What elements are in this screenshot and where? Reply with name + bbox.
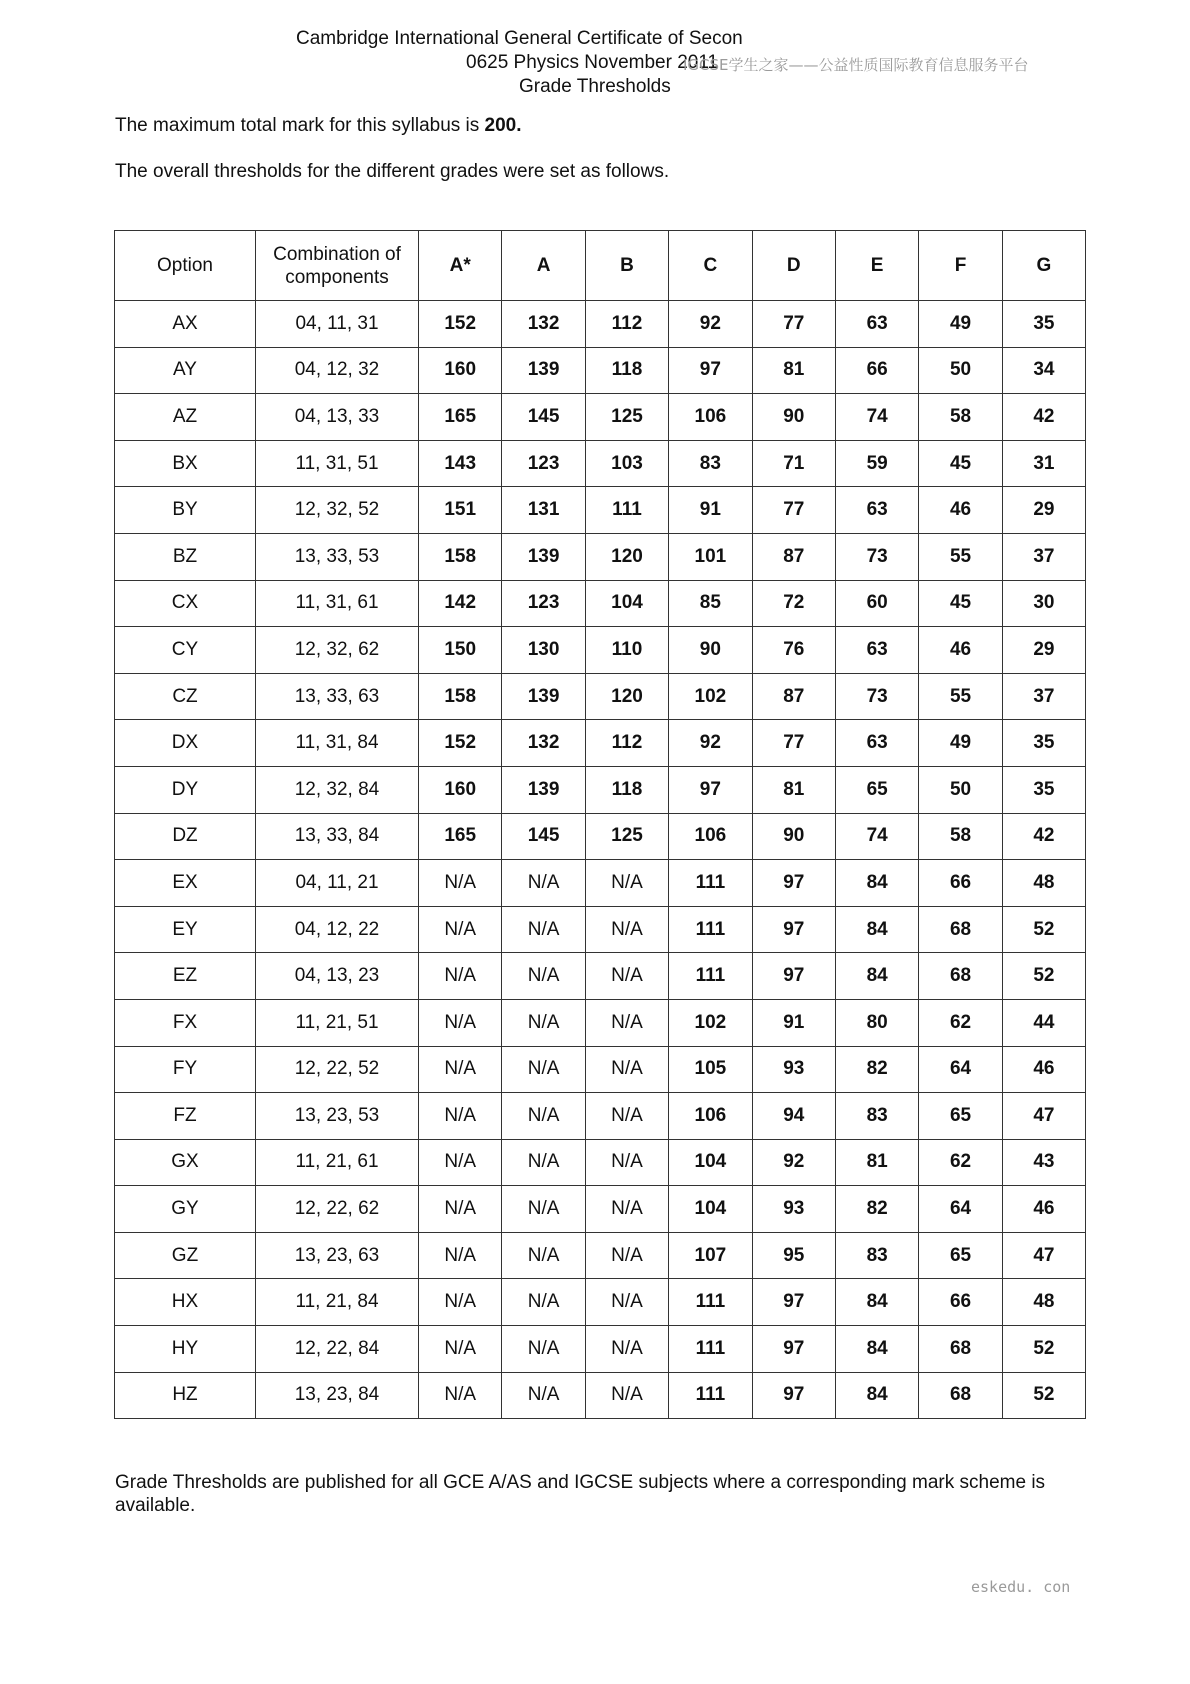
grade-threshold-cell: 106: [669, 394, 752, 441]
grade-threshold-cell: N/A: [502, 1046, 585, 1093]
grade-threshold-cell: 44: [1002, 999, 1085, 1046]
grade-threshold-cell: 35: [1002, 766, 1085, 813]
grade-threshold-cell: 111: [669, 1279, 752, 1326]
grade-threshold-cell: 152: [419, 720, 502, 767]
grade-threshold-cell: 97: [752, 1372, 835, 1419]
grade-threshold-cell: 90: [752, 394, 835, 441]
grade-threshold-cell: 83: [835, 1093, 918, 1140]
grade-threshold-cell: 111: [669, 953, 752, 1000]
combination-cell: 04, 11, 31: [256, 301, 419, 348]
table-row: [115, 487, 1086, 534]
grade-threshold-cell: 68: [919, 906, 1002, 953]
grade-threshold-cell: 111: [669, 1326, 752, 1373]
grade-threshold-cell: N/A: [502, 1279, 585, 1326]
grade-threshold-cell: 35: [1002, 720, 1085, 767]
grade-threshold-cell: 104: [669, 1186, 752, 1233]
grade-threshold-cell: 91: [752, 999, 835, 1046]
grade-threshold-cell: 158: [419, 673, 502, 720]
grade-threshold-cell: N/A: [585, 953, 668, 1000]
grade-threshold-cell: 160: [419, 766, 502, 813]
table-row: [115, 1093, 1086, 1140]
grade-threshold-cell: N/A: [585, 1232, 668, 1279]
grade-threshold-cell: 112: [585, 301, 668, 348]
grade-threshold-cell: 120: [585, 673, 668, 720]
max-mark-statement: [115, 114, 522, 138]
grade-threshold-cell: 47: [1002, 1232, 1085, 1279]
grade-threshold-cell: 72: [752, 580, 835, 627]
grade-threshold-cell: 58: [919, 813, 1002, 860]
grade-threshold-cell: 73: [835, 673, 918, 720]
grade-threshold-cell: 107: [669, 1232, 752, 1279]
grade-threshold-cell: N/A: [502, 860, 585, 907]
grade-threshold-cell: 66: [919, 1279, 1002, 1326]
grade-threshold-cell: 94: [752, 1093, 835, 1140]
grade-threshold-cell: 73: [835, 533, 918, 580]
max-mark-text: The maximum total mark for this syllabus is: [115, 115, 485, 136]
grade-threshold-cell: 92: [752, 1139, 835, 1186]
grade-threshold-cell: 111: [669, 906, 752, 953]
grade-threshold-cell: 81: [752, 766, 835, 813]
grade-threshold-cell: 84: [835, 906, 918, 953]
grade-threshold-cell: 139: [502, 347, 585, 394]
table-row: [115, 1186, 1086, 1233]
grade-threshold-cell: 52: [1002, 953, 1085, 1000]
header-grade: C: [669, 231, 752, 301]
grade-threshold-cell: 35: [1002, 301, 1085, 348]
grade-threshold-cell: 160: [419, 347, 502, 394]
header-grade: A: [502, 231, 585, 301]
option-cell: AY: [115, 347, 256, 394]
grade-threshold-cell: 76: [752, 627, 835, 674]
grade-threshold-cell: 165: [419, 813, 502, 860]
grade-threshold-cell: 145: [502, 813, 585, 860]
table-row: [115, 673, 1086, 720]
combination-cell: 13, 33, 53: [256, 533, 419, 580]
table-row: [115, 999, 1086, 1046]
grade-threshold-cell: 80: [835, 999, 918, 1046]
grade-threshold-cell: N/A: [419, 1093, 502, 1140]
grade-threshold-cell: 111: [669, 860, 752, 907]
grade-threshold-cell: N/A: [502, 1326, 585, 1373]
grade-thresholds-table: [114, 230, 1086, 1419]
grade-threshold-cell: 87: [752, 533, 835, 580]
grade-threshold-cell: 97: [752, 1279, 835, 1326]
grade-threshold-cell: 77: [752, 487, 835, 534]
header-option: Option: [115, 231, 256, 301]
header-subtitle: Grade Thresholds: [519, 76, 671, 97]
grade-threshold-cell: N/A: [502, 1186, 585, 1233]
grade-threshold-cell: 45: [919, 440, 1002, 487]
table-row: [115, 1232, 1086, 1279]
combination-cell: 13, 33, 63: [256, 673, 419, 720]
grade-threshold-cell: N/A: [419, 906, 502, 953]
option-cell: GX: [115, 1139, 256, 1186]
table-row: [115, 1372, 1086, 1419]
table-row: [115, 394, 1086, 441]
grade-threshold-cell: 83: [835, 1232, 918, 1279]
grade-threshold-cell: 130: [502, 627, 585, 674]
grade-threshold-cell: 64: [919, 1186, 1002, 1233]
grade-threshold-cell: N/A: [502, 906, 585, 953]
watermark-top: IGCSE学生之家——公益性质国际教育信息服务平台: [683, 56, 1029, 74]
grade-threshold-cell: 37: [1002, 533, 1085, 580]
grade-threshold-cell: 152: [419, 301, 502, 348]
grade-threshold-cell: 106: [669, 813, 752, 860]
grade-threshold-cell: 142: [419, 580, 502, 627]
grade-threshold-cell: 82: [835, 1046, 918, 1093]
header-combination: Combination of components: [256, 231, 419, 301]
combination-cell: 11, 31, 51: [256, 440, 419, 487]
grade-threshold-cell: N/A: [585, 999, 668, 1046]
grade-threshold-cell: 63: [835, 301, 918, 348]
grade-threshold-cell: 84: [835, 860, 918, 907]
grade-threshold-cell: 81: [752, 347, 835, 394]
option-cell: GY: [115, 1186, 256, 1233]
grade-threshold-cell: 52: [1002, 1326, 1085, 1373]
grade-threshold-cell: 97: [669, 766, 752, 813]
table-row: [115, 627, 1086, 674]
header-grade: B: [585, 231, 668, 301]
grade-threshold-cell: N/A: [502, 1093, 585, 1140]
grade-threshold-cell: 37: [1002, 673, 1085, 720]
option-cell: HY: [115, 1326, 256, 1373]
grade-threshold-cell: N/A: [419, 1372, 502, 1419]
grade-threshold-cell: N/A: [502, 953, 585, 1000]
option-cell: BZ: [115, 533, 256, 580]
grade-threshold-cell: 43: [1002, 1139, 1085, 1186]
option-cell: FZ: [115, 1093, 256, 1140]
grade-threshold-cell: 92: [669, 720, 752, 767]
grade-threshold-cell: 46: [919, 627, 1002, 674]
grade-threshold-cell: 92: [669, 301, 752, 348]
grade-threshold-cell: 95: [752, 1232, 835, 1279]
table-row: [115, 1046, 1086, 1093]
grade-threshold-cell: 123: [502, 580, 585, 627]
grade-threshold-cell: 91: [669, 487, 752, 534]
combination-cell: 11, 31, 84: [256, 720, 419, 767]
grade-threshold-cell: 65: [919, 1093, 1002, 1140]
grade-threshold-cell: 139: [502, 673, 585, 720]
option-cell: BY: [115, 487, 256, 534]
grade-threshold-cell: 82: [835, 1186, 918, 1233]
combination-cell: 12, 22, 84: [256, 1326, 419, 1373]
grade-threshold-cell: 106: [669, 1093, 752, 1140]
grade-threshold-cell: 81: [835, 1139, 918, 1186]
header-grade: D: [752, 231, 835, 301]
table-row: [115, 1326, 1086, 1373]
grade-threshold-cell: N/A: [419, 1232, 502, 1279]
grade-threshold-cell: N/A: [585, 1372, 668, 1419]
grade-threshold-cell: 65: [919, 1232, 1002, 1279]
option-cell: EX: [115, 860, 256, 907]
grade-threshold-cell: 131: [502, 487, 585, 534]
option-cell: FY: [115, 1046, 256, 1093]
grade-threshold-cell: 111: [669, 1372, 752, 1419]
grade-threshold-cell: 151: [419, 487, 502, 534]
grade-threshold-cell: 104: [669, 1139, 752, 1186]
combination-cell: 04, 12, 32: [256, 347, 419, 394]
grade-threshold-cell: 45: [919, 580, 1002, 627]
grade-threshold-cell: 125: [585, 813, 668, 860]
grade-threshold-cell: N/A: [419, 1186, 502, 1233]
combination-cell: 12, 32, 52: [256, 487, 419, 534]
combination-cell: 12, 32, 62: [256, 627, 419, 674]
grade-threshold-cell: 123: [502, 440, 585, 487]
grade-threshold-cell: 77: [752, 720, 835, 767]
grade-threshold-cell: 62: [919, 999, 1002, 1046]
grade-threshold-cell: 84: [835, 1279, 918, 1326]
grade-threshold-cell: 84: [835, 1372, 918, 1419]
grade-threshold-cell: 93: [752, 1186, 835, 1233]
grade-threshold-cell: N/A: [502, 1139, 585, 1186]
grade-threshold-cell: 63: [835, 720, 918, 767]
grade-threshold-cell: 111: [585, 487, 668, 534]
option-cell: BX: [115, 440, 256, 487]
grade-threshold-cell: 120: [585, 533, 668, 580]
grade-threshold-cell: 104: [585, 580, 668, 627]
combination-cell: 13, 23, 63: [256, 1232, 419, 1279]
table-row: [115, 347, 1086, 394]
header-grade: E: [835, 231, 918, 301]
grade-threshold-cell: 29: [1002, 627, 1085, 674]
grade-threshold-cell: N/A: [585, 1093, 668, 1140]
grade-threshold-cell: N/A: [419, 1046, 502, 1093]
option-cell: GZ: [115, 1232, 256, 1279]
grade-threshold-cell: 145: [502, 394, 585, 441]
option-cell: AX: [115, 301, 256, 348]
grade-threshold-cell: N/A: [585, 906, 668, 953]
grade-threshold-cell: 46: [919, 487, 1002, 534]
table-row: [115, 720, 1086, 767]
overall-thresholds-statement: The overall thresholds for the different grades were set as follows.: [115, 161, 670, 182]
grade-threshold-cell: 143: [419, 440, 502, 487]
grade-threshold-cell: 97: [752, 860, 835, 907]
combination-cell: 11, 21, 84: [256, 1279, 419, 1326]
grade-threshold-cell: N/A: [502, 1372, 585, 1419]
combination-cell: 13, 23, 84: [256, 1372, 419, 1419]
grade-threshold-cell: 64: [919, 1046, 1002, 1093]
table-row: [115, 301, 1086, 348]
grade-threshold-cell: 110: [585, 627, 668, 674]
grade-threshold-cell: 77: [752, 301, 835, 348]
grade-threshold-cell: 97: [752, 906, 835, 953]
grade-threshold-cell: N/A: [419, 860, 502, 907]
grade-threshold-cell: 52: [1002, 1372, 1085, 1419]
table-body: [115, 301, 1086, 1419]
grade-threshold-cell: 74: [835, 394, 918, 441]
option-cell: EY: [115, 906, 256, 953]
grade-threshold-cell: 112: [585, 720, 668, 767]
combination-cell: 12, 22, 52: [256, 1046, 419, 1093]
grade-threshold-cell: 31: [1002, 440, 1085, 487]
grade-threshold-cell: 59: [835, 440, 918, 487]
table-header-row: [115, 231, 1086, 301]
grade-threshold-cell: 30: [1002, 580, 1085, 627]
combination-cell: 04, 11, 21: [256, 860, 419, 907]
grade-threshold-cell: 118: [585, 347, 668, 394]
grade-threshold-cell: 66: [919, 860, 1002, 907]
header-title: Cambridge International General Certificate of Secon: [296, 28, 743, 49]
option-cell: CX: [115, 580, 256, 627]
grade-threshold-cell: 103: [585, 440, 668, 487]
grade-threshold-cell: 90: [669, 627, 752, 674]
grade-threshold-cell: 63: [835, 487, 918, 534]
grade-threshold-cell: 65: [835, 766, 918, 813]
option-cell: FX: [115, 999, 256, 1046]
grade-threshold-cell: N/A: [502, 999, 585, 1046]
combination-cell: 12, 32, 84: [256, 766, 419, 813]
option-cell: HZ: [115, 1372, 256, 1419]
grade-threshold-cell: 97: [752, 1326, 835, 1373]
grade-threshold-cell: 139: [502, 533, 585, 580]
option-cell: CZ: [115, 673, 256, 720]
grade-threshold-cell: 34: [1002, 347, 1085, 394]
option-cell: DY: [115, 766, 256, 813]
grade-threshold-cell: 48: [1002, 1279, 1085, 1326]
grade-threshold-cell: 105: [669, 1046, 752, 1093]
grade-threshold-cell: 132: [502, 301, 585, 348]
combination-cell: 04, 13, 23: [256, 953, 419, 1000]
option-cell: EZ: [115, 953, 256, 1000]
footer-note: Grade Thresholds are published for all GCE A/AS and IGCSE subjects where a corresponding mark scheme is available.: [115, 1472, 1046, 1516]
grade-threshold-cell: 46: [1002, 1046, 1085, 1093]
grade-threshold-cell: 55: [919, 673, 1002, 720]
grade-threshold-cell: 165: [419, 394, 502, 441]
grade-threshold-cell: 62: [919, 1139, 1002, 1186]
header-grade: F: [919, 231, 1002, 301]
grade-threshold-cell: 47: [1002, 1093, 1085, 1140]
grade-threshold-cell: N/A: [502, 1232, 585, 1279]
max-mark-value: 200.: [484, 115, 522, 136]
grade-threshold-cell: 139: [502, 766, 585, 813]
grade-threshold-cell: 46: [1002, 1186, 1085, 1233]
grade-threshold-cell: 68: [919, 1372, 1002, 1419]
grade-threshold-cell: N/A: [419, 1279, 502, 1326]
grade-threshold-cell: 50: [919, 766, 1002, 813]
combination-cell: 13, 23, 53: [256, 1093, 419, 1140]
combination-cell: 04, 12, 22: [256, 906, 419, 953]
grade-threshold-cell: 87: [752, 673, 835, 720]
table-row: [115, 1279, 1086, 1326]
grade-threshold-cell: 93: [752, 1046, 835, 1093]
combination-cell: 11, 21, 51: [256, 999, 419, 1046]
header-grade: A*: [419, 231, 502, 301]
grade-threshold-cell: N/A: [585, 1279, 668, 1326]
grade-threshold-cell: 55: [919, 533, 1002, 580]
grade-threshold-cell: 49: [919, 720, 1002, 767]
watermark-bottom: eskedu. con: [971, 1578, 1071, 1596]
grade-threshold-cell: 60: [835, 580, 918, 627]
table-row: [115, 1139, 1086, 1186]
grade-threshold-cell: N/A: [585, 860, 668, 907]
table-row: [115, 766, 1086, 813]
table-row: [115, 533, 1086, 580]
grade-threshold-cell: 68: [919, 953, 1002, 1000]
grade-threshold-cell: 50: [919, 347, 1002, 394]
grade-threshold-cell: N/A: [419, 1326, 502, 1373]
grade-threshold-cell: 42: [1002, 394, 1085, 441]
grade-threshold-cell: 71: [752, 440, 835, 487]
table-row: [115, 860, 1086, 907]
grade-threshold-cell: 97: [669, 347, 752, 394]
grade-threshold-cell: 150: [419, 627, 502, 674]
grade-threshold-cell: N/A: [585, 1139, 668, 1186]
table-row: [115, 953, 1086, 1000]
option-cell: DZ: [115, 813, 256, 860]
grade-threshold-cell: N/A: [585, 1046, 668, 1093]
combination-cell: 11, 21, 61: [256, 1139, 419, 1186]
grade-threshold-cell: 102: [669, 673, 752, 720]
grade-threshold-cell: 125: [585, 394, 668, 441]
table-row: [115, 813, 1086, 860]
grade-threshold-cell: 29: [1002, 487, 1085, 534]
grade-threshold-cell: 97: [752, 953, 835, 1000]
combination-cell: 13, 33, 84: [256, 813, 419, 860]
header-grade: G: [1002, 231, 1085, 301]
grade-threshold-cell: 118: [585, 766, 668, 813]
grade-threshold-cell: 74: [835, 813, 918, 860]
grade-threshold-cell: N/A: [419, 1139, 502, 1186]
option-cell: CY: [115, 627, 256, 674]
grade-threshold-cell: 84: [835, 953, 918, 1000]
grade-threshold-cell: 132: [502, 720, 585, 767]
combination-cell: 11, 31, 61: [256, 580, 419, 627]
grade-threshold-cell: 48: [1002, 860, 1085, 907]
grade-threshold-cell: 90: [752, 813, 835, 860]
grade-threshold-cell: 68: [919, 1326, 1002, 1373]
table-row: [115, 580, 1086, 627]
grade-threshold-cell: 58: [919, 394, 1002, 441]
header-subject: 0625 Physics November 2011: [466, 52, 719, 73]
table-row: [115, 906, 1086, 953]
grade-threshold-cell: 83: [669, 440, 752, 487]
grade-threshold-cell: 49: [919, 301, 1002, 348]
grade-threshold-cell: 66: [835, 347, 918, 394]
grade-threshold-cell: 158: [419, 533, 502, 580]
option-cell: AZ: [115, 394, 256, 441]
grade-threshold-cell: 85: [669, 580, 752, 627]
grade-threshold-cell: N/A: [585, 1186, 668, 1233]
grade-threshold-cell: 42: [1002, 813, 1085, 860]
grade-threshold-cell: 102: [669, 999, 752, 1046]
grade-threshold-cell: 84: [835, 1326, 918, 1373]
grade-threshold-cell: 52: [1002, 906, 1085, 953]
table-row: [115, 440, 1086, 487]
option-cell: HX: [115, 1279, 256, 1326]
grade-threshold-cell: N/A: [585, 1326, 668, 1373]
combination-cell: 12, 22, 62: [256, 1186, 419, 1233]
grade-threshold-cell: N/A: [419, 999, 502, 1046]
combination-cell: 04, 13, 33: [256, 394, 419, 441]
grade-threshold-cell: 63: [835, 627, 918, 674]
grade-threshold-cell: 101: [669, 533, 752, 580]
option-cell: DX: [115, 720, 256, 767]
grade-threshold-cell: N/A: [419, 953, 502, 1000]
